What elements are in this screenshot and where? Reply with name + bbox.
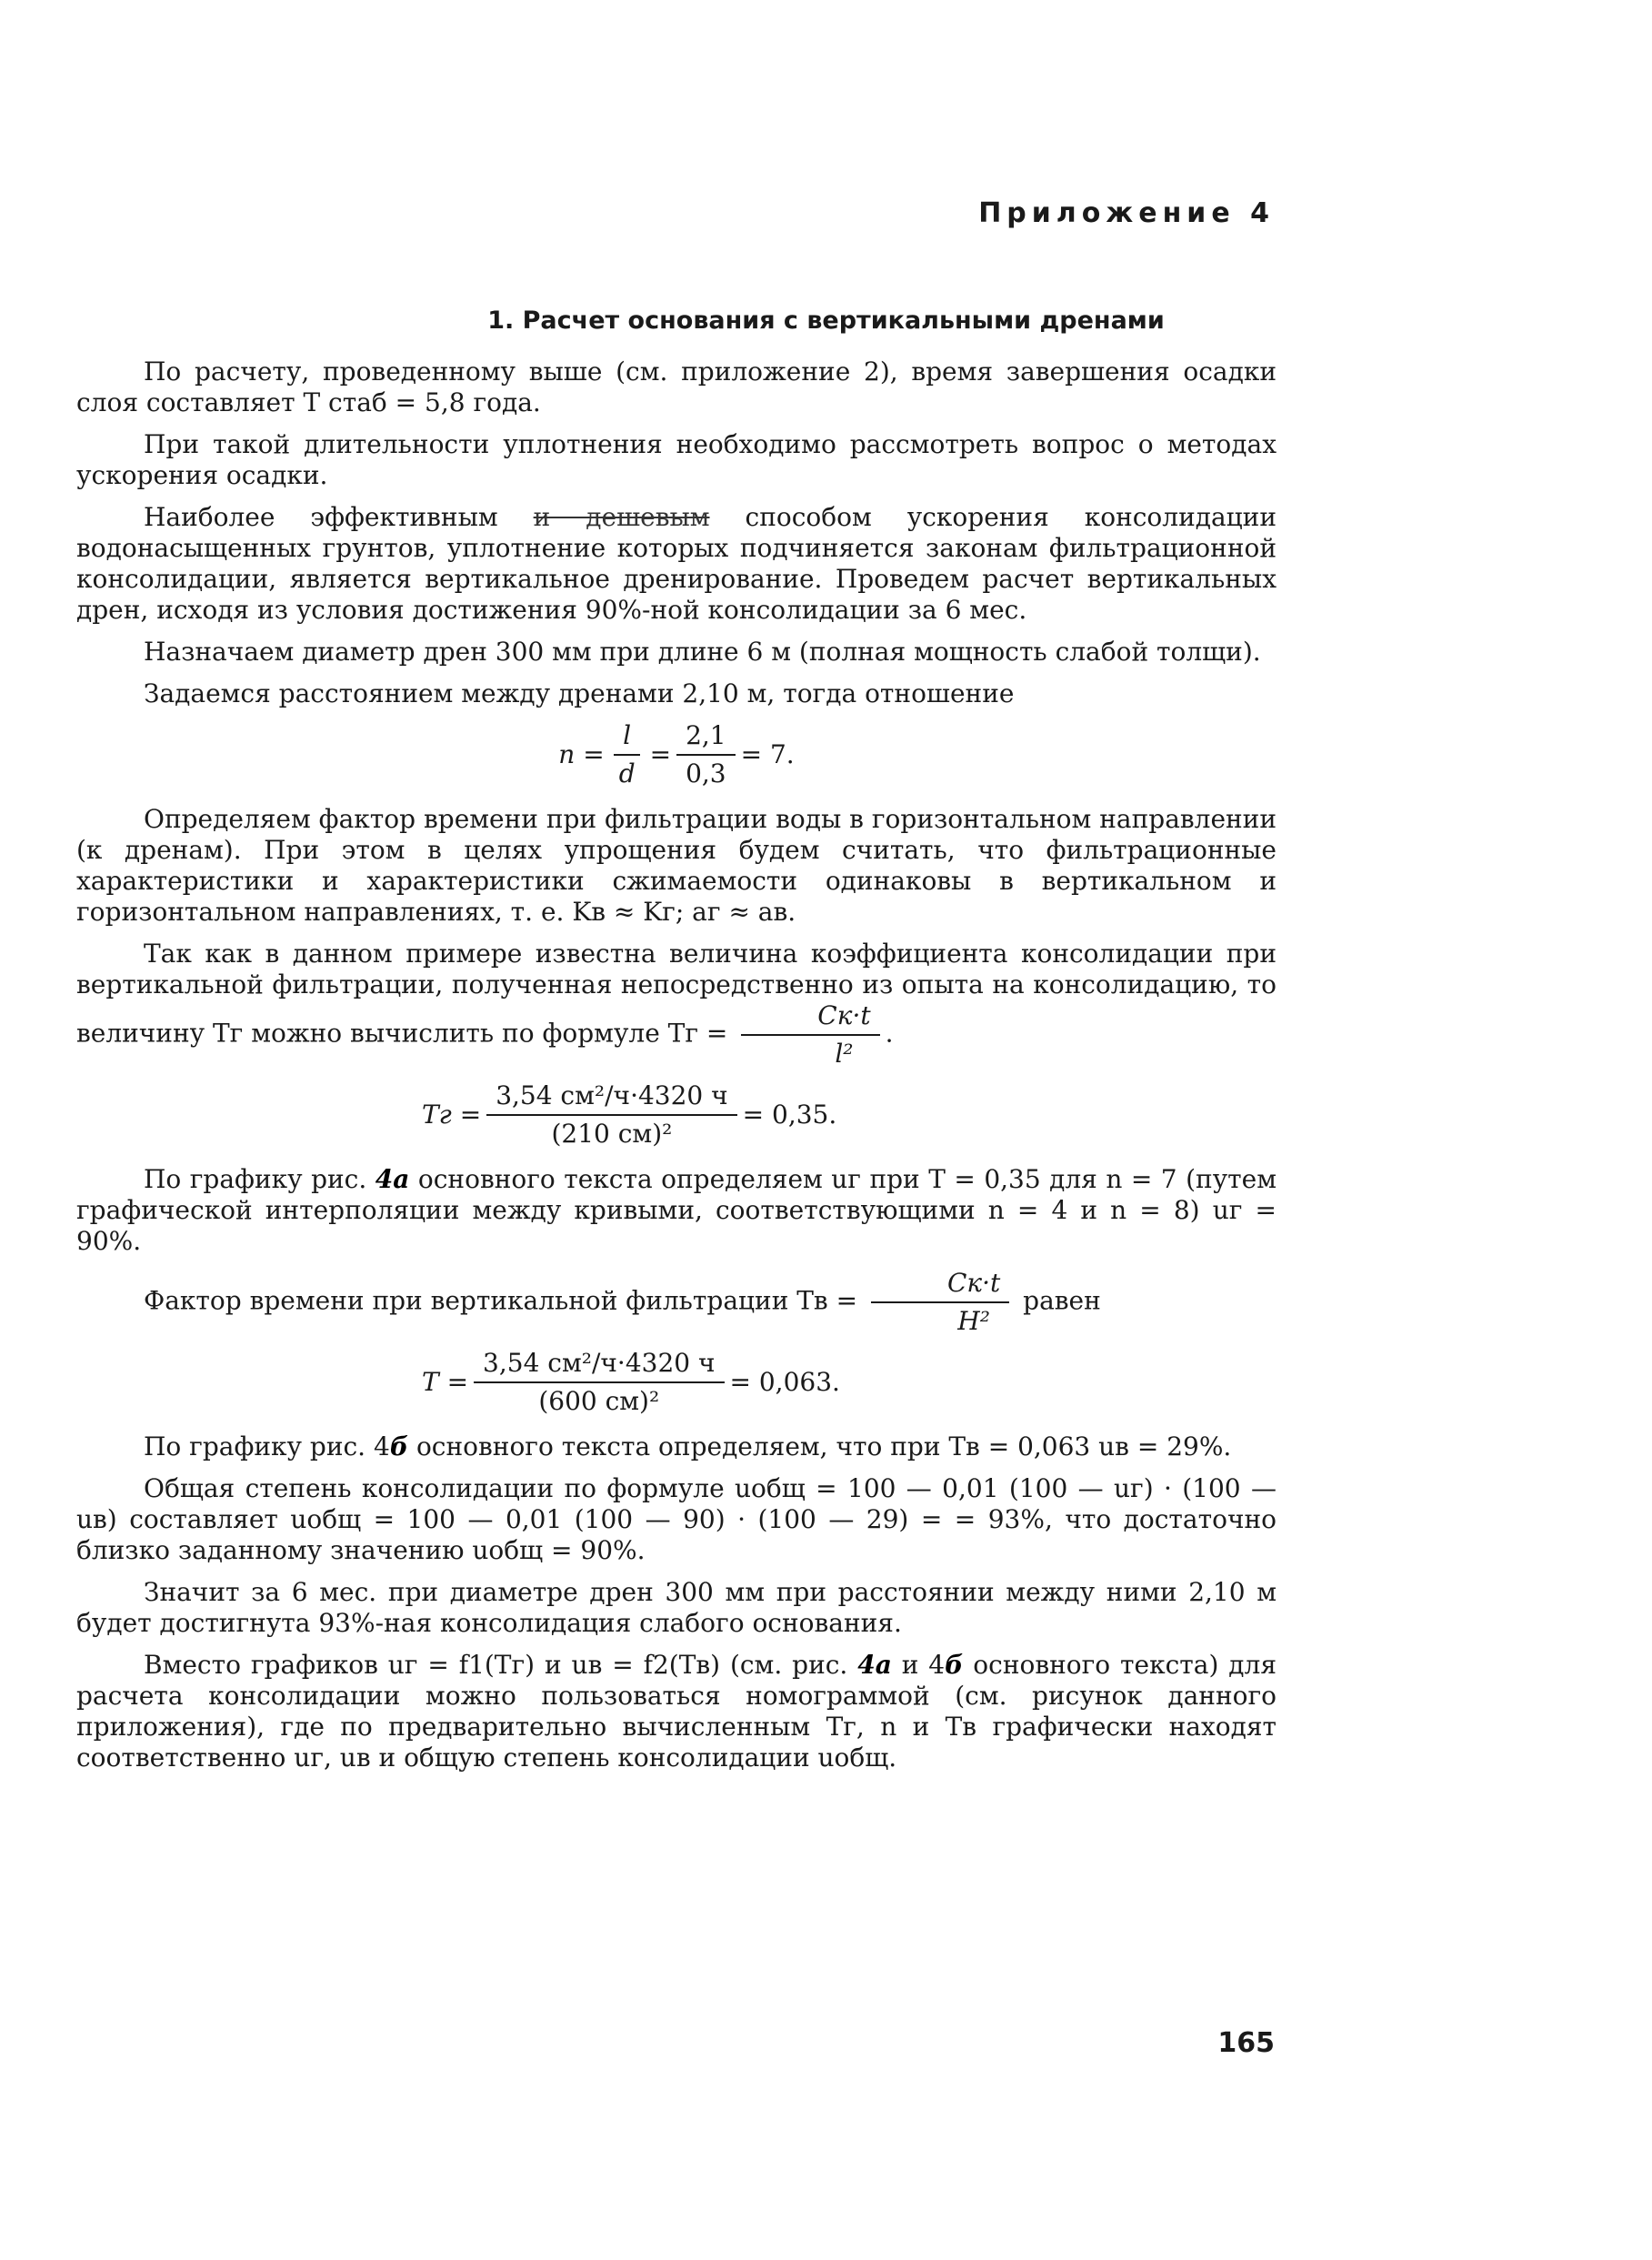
page-number: 165 <box>1217 2027 1275 2059</box>
fraction-denominator: d <box>618 758 636 788</box>
fraction-denominator: l² <box>835 1039 854 1069</box>
paragraph-5: Задаемся расстоянием между дренами 2,10 м, тогда отношение <box>144 678 1015 708</box>
paragraph-3-start: Наиболее эффективным <box>144 502 498 532</box>
formula-tg-result: = 0,35. <box>742 1100 837 1130</box>
formula-tv-lhs: T = <box>422 1367 469 1397</box>
fraction-numerator: 2,1 <box>676 720 736 756</box>
formula-tv-inline <box>871 1268 1009 1337</box>
formula-n-fraction-2 <box>676 720 736 789</box>
handwritten-mark: б <box>945 1650 964 1680</box>
formula-n-fraction-1 <box>610 720 645 789</box>
paragraph-7-text: Так как в данном примере известна величина коэффициента консолидации при вертикальной фильтрации, полученная непосредственно из опыта на консолидацию, то величину Tг можно вычислить по формуле Tг = <box>76 939 1277 1049</box>
paragraph-9 <box>76 1268 1277 1337</box>
fraction-denominator: 0,3 <box>686 758 726 788</box>
paragraph-10 <box>76 1431 1277 1462</box>
fraction-numerator: 3,54 см²/ч·4320 ч <box>486 1080 736 1116</box>
handwritten-mark: б <box>389 1431 409 1461</box>
paragraph-6: Определяем фактор времени при фильтрации воды в горизонтальном направлении (к дренам). При этом в целях упрощения будем считать, что фильтрационные характеристики и характеристики сжимаемости одинаковы в вертикальном и горизонтальном направлениях, т. е. Kв ≈ Kг; aг ≈ aв. <box>76 804 1277 927</box>
paragraph-12: Значит за 6 мес. при диаметре дрен 300 мм при расстоянии между ними 2,10 м будет достигнута 93%-ная консолидация слабого основания. <box>76 1577 1277 1638</box>
paragraph-8-start: По графику рис. <box>144 1164 367 1194</box>
formula-n-lhs: n = <box>558 739 605 769</box>
formula-tv <box>422 1348 1277 1417</box>
paragraph-11: Общая степень консолидации по формуле uобщ = 100 — 0,01 (100 — uг) · (100 — uв) составляет uобщ = 100 — 0,01 (100 — 90) · (100 — 29) = = 93%, что достаточно близко заданному значению uобщ = 90%. <box>76 1473 1277 1565</box>
fraction-denominator: H² <box>957 1306 990 1336</box>
formula-tv-fraction <box>474 1348 724 1417</box>
section-title: 1. Расчет основания с вертикальными дренами <box>487 306 1165 335</box>
paragraph-7: Так как в данном примере известна величина коэффициента консолидации при вертикальной фильтрации, полученная непосредственно из опыта на консолидацию, то величину Tг можно вычислить по формуле Tг = $\frac{Cк\cdot t}{\text{l²}}$ . <box>76 939 1277 1069</box>
paragraph-13-part-3: основного текста) для расчета консолидации можно пользоваться номограммой (см. рисунок данного приложения), где по предварительно вычисленным Tг, n и Tв графически находят соответственно uг, uв и общую степень консолидации uобщ. <box>76 1650 1277 1773</box>
paragraph-13 <box>76 1650 1277 1773</box>
fraction-denominator: (600 см)² <box>538 1386 660 1416</box>
formula-n <box>76 720 1277 789</box>
paragraph-9-end: равен <box>1023 1285 1101 1316</box>
paragraph-4: Назначаем диаметр дрен 300 мм при длине 6 м (полная мощность слабой толщи). <box>144 637 1261 667</box>
paragraph-8-end: основного текста определяем uг при T = 0,35 для n = 7 (путем графической интерполяции между кривыми, соответствующими n = 4 и n = 8) uг = 90%. <box>76 1164 1277 1256</box>
paragraph-2: При такой длительности уплотнения необходимо рассмотреть вопрос о методах ускорения осадки. <box>76 429 1277 490</box>
formula-n-equals: = <box>649 739 672 769</box>
paragraph-3 <box>76 502 1277 626</box>
fraction-denominator: (210 см)² <box>551 1119 673 1149</box>
paragraph-10-start: По графику рис. 4 <box>144 1431 390 1461</box>
fraction-numerator: Cк·t <box>871 1268 1009 1303</box>
paragraph-3-end: способом ускорения консолидации водонасыщенных грунтов, уплотнение которых подчиняется законам фильтрационной консолидации, является вертикальное дренирование. Проведем расчет вертикальных дрен, исходя из условия достижения 90%-ной консолидации за 6 мес. <box>76 502 1277 625</box>
paragraph-8 <box>76 1164 1277 1257</box>
paragraph-9-start: Фактор времени при вертикальной фильтрации Tв = <box>144 1285 858 1316</box>
struck-text: и дешевым <box>533 502 710 532</box>
formula-n-result: = 7. <box>740 739 795 769</box>
body-text <box>76 357 1277 1784</box>
paragraph-10-end: основного текста определяем, что при Tв = 0,063 uв = 29%. <box>416 1431 1232 1461</box>
fraction-numerator: Cк·t <box>741 1000 879 1036</box>
paragraph-1: По расчету, проведенному выше (см. приложение 2), время завершения осадки слоя составляет T стаб = 5,8 года. <box>76 357 1277 417</box>
formula-tv-result: = 0,063. <box>729 1367 840 1397</box>
formula-tg-fraction <box>486 1080 736 1150</box>
fraction-numerator: 3,54 см²/ч·4320 ч <box>474 1348 724 1383</box>
appendix-label: Приложение 4 <box>978 197 1275 229</box>
handwritten-mark: 4a <box>375 1164 410 1194</box>
paragraph-13-part-1: Вместо графиков uг = f1(Tг) и uв = f2(Tв) (см. рис. <box>144 1650 848 1680</box>
paragraph-13-part-2: и 4 <box>901 1650 946 1680</box>
handwritten-mark: 4a <box>857 1650 892 1680</box>
formula-tg-inline <box>741 1000 879 1070</box>
formula-tg <box>422 1080 1277 1150</box>
fraction-numerator: l <box>614 720 640 756</box>
formula-tg-lhs: Tг = <box>422 1100 482 1130</box>
